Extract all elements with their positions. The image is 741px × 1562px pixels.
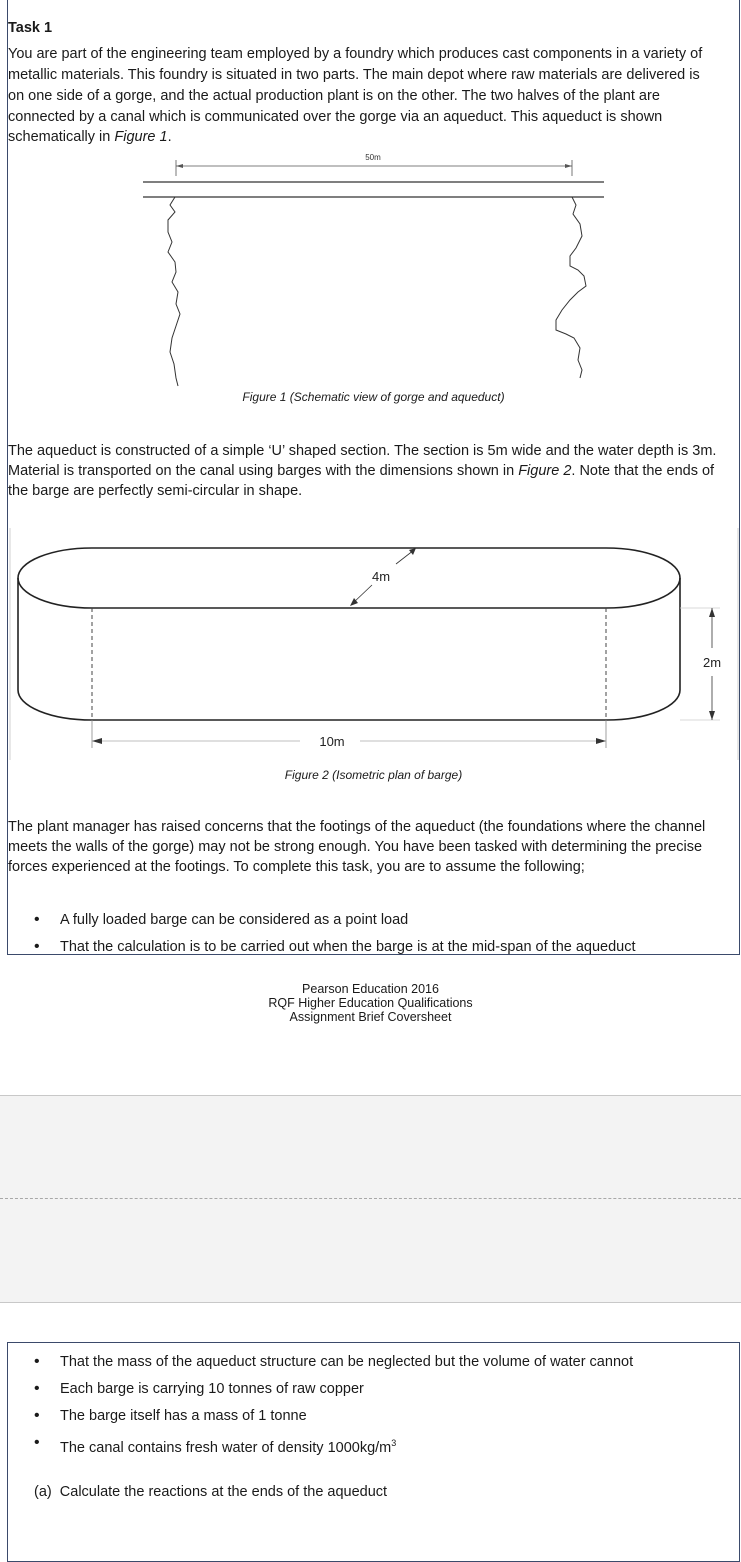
- list-item: • The canal contains fresh water of density $1000kg/m^3$: [34, 1433, 633, 1460]
- length-arrowhead-left: [92, 738, 102, 744]
- concerns-line-2: meets the walls of the gorge) may not be strong enough. You have been tasked with determining the precise: [8, 839, 703, 855]
- footer-line-1: Pearson Education 2016: [302, 982, 439, 996]
- length-arrowhead-right: [596, 738, 606, 744]
- figure-1-gorge-diagram: [0, 0, 741, 420]
- list-item: • That the calculation is to be carried out when the barge is at the mid-span of the aqueduct: [34, 937, 636, 964]
- list-item: • The barge itself has a mass of 1 tonne: [34, 1406, 633, 1433]
- assumptions-list-a: [34, 910, 636, 964]
- question-a-text: Calculate the reactions at the ends of the aqueduct: [59, 1484, 388, 1500]
- figure-2-reference: Figure 2: [518, 463, 572, 479]
- intro-line-3: on one side of a gorge, and the actual production plant is on the other. The two halves of the plant are: [8, 88, 660, 104]
- list-item: • Each barge is carrying 10 tonnes of raw copper: [34, 1379, 633, 1406]
- width-label: 4m: [371, 569, 391, 584]
- span-arrow-left: [176, 164, 183, 168]
- gorge-wall-left: [168, 197, 180, 386]
- intro-line-4: connected by a canal which is communicated over the gorge via an aqueduct. This aqueduct is shown: [8, 109, 663, 125]
- span-label: 50m: [365, 153, 381, 162]
- gorge-wall-right: [556, 197, 586, 378]
- footer-line-2: RQF Higher Education Qualifications: [268, 996, 473, 1010]
- section-line-2: Material is transported on the canal using barges with the dimensions shown in Figure 2. Note that the ends of: [8, 463, 715, 479]
- list-item: • That the mass of the aqueduct structure can be neglected but the volume of water cannot: [34, 1352, 633, 1379]
- list-item: • A fully loaded barge can be considered as a point load: [34, 910, 636, 937]
- length-label: 10m: [319, 734, 345, 749]
- question-a-label: (a): [34, 1484, 52, 1500]
- height-arrowhead-top: [709, 608, 715, 617]
- span-arrow-right: [565, 164, 572, 168]
- height-label: 2m: [702, 655, 722, 670]
- section-line-1: The aqueduct is constructed of a simple ‘U’ shaped section. The section is 5m wide and the water depth is 3m.: [8, 443, 717, 459]
- page-footer: [0, 982, 741, 1024]
- figure-1-caption: Figure 1 (Schematic view of gorge and aqueduct): [242, 390, 505, 404]
- barge-hull-bottom: [18, 690, 680, 720]
- question-a: [34, 1482, 387, 1502]
- page-break-gap: [0, 1095, 741, 1303]
- concerns-line-3: forces experienced at the footings. To complete this task, you are to assume the following;: [8, 859, 585, 875]
- assumptions-list-b: [34, 1352, 633, 1460]
- figure-2-barge-diagram: [0, 520, 741, 765]
- footer-line-3: Assignment Brief Coversheet: [289, 1010, 452, 1024]
- figure-2-caption: Figure 2 (Isometric plan of barge): [284, 768, 463, 782]
- height-arrowhead-bottom: [709, 711, 715, 720]
- concerns-line-1: The plant manager has raised concerns that the footings of the aqueduct (the foundations where the channel: [8, 819, 706, 835]
- page-break-dashed-line: [0, 1198, 741, 1199]
- intro-line-5: schematically in Figure 1.: [8, 129, 172, 145]
- task-title: Task 1: [8, 20, 53, 36]
- figure-1-reference: Figure 1: [114, 129, 168, 145]
- intro-line-2: metallic materials. This foundry is situated in two parts. The main depot where raw materials are delivered is: [8, 67, 700, 83]
- section-line-3: the barge are perfectly semi-circular in shape.: [8, 483, 303, 499]
- intro-line-1: You are part of the engineering team employed by a foundry which produces cast components in a variety of: [8, 46, 703, 62]
- barge-deck-outline: [18, 548, 680, 608]
- density-superscript: 3: [391, 1438, 397, 1448]
